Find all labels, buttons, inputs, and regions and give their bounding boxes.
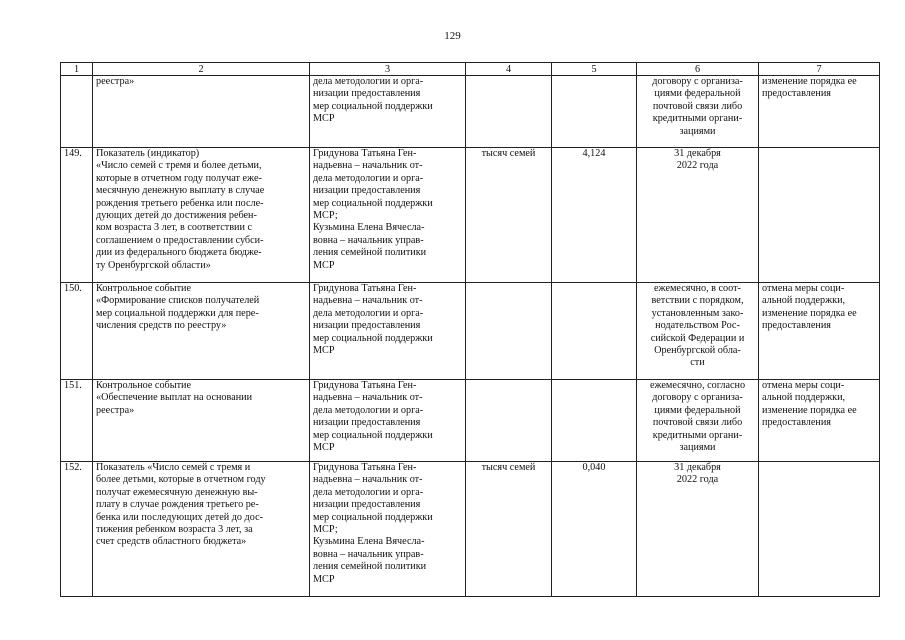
table-row: [61, 76, 880, 148]
deadline-cell: договору с организа- циями федеральной почтовой связи либо кредитными органи- зациями: [637, 76, 759, 148]
plan-table: [60, 62, 880, 597]
indicator-cell: Показатель (индикатор) «Число семей с тремя и более детьми, которые в отчетном году получат еже- месячную денежную выплату в случае рождения третьего ребенка или после- дующих детей до достижения ребен- ком возраста 3 лет, в соответствии с соглашением о предоставлении субси- дии из федерального бюджета бюдже- ту Оренбургской области»: [93, 148, 310, 283]
deadline-cell: ежемесячно, согласно договору с организа- циями федеральной почтовой связи либо кредитными органи- зациями: [637, 380, 759, 462]
column-header: 7: [759, 63, 880, 76]
value-cell: 0,040: [552, 462, 637, 597]
responsible-cell: Гридунова Татьяна Ген- надьевна – начальник от- дела методологии и орга- низации предоставления мер социальной поддержки МСР; Кузьмина Елена Вячесла- вовна – начальник управ- ления семейной политики МСР: [310, 148, 466, 283]
table-row: [61, 283, 880, 380]
row-number: 152.: [61, 462, 93, 597]
responsible-cell: Гридунова Татьяна Ген- надьевна – начальник от- дела методологии и орга- низации предоставления мер социальной поддержки МСР: [310, 380, 466, 462]
deadline-cell: ежемесячно, в соот- ветствии с порядком, установленным зако- нодательством Рос- сийской Федерации и Оренбургской обла- сти: [637, 283, 759, 380]
table-row: [61, 380, 880, 462]
column-header: 4: [466, 63, 552, 76]
value-cell: [552, 283, 637, 380]
column-header: 3: [310, 63, 466, 76]
value-cell: [552, 380, 637, 462]
unit-cell: [466, 380, 552, 462]
row-number: 151.: [61, 380, 93, 462]
column-header: 5: [552, 63, 637, 76]
table-row: [61, 462, 880, 597]
indicator-cell: Показатель «Число семей с тремя и более детьми, которые в отчетном году получат ежемесячную денежную вы- плату в случае рождения третьего ре- бенка или последующих детей до дос- тижения ребенком возраста 3 лет, за счет средств областного бюджета»: [93, 462, 310, 597]
risk-cell: отмена меры соци- альной поддержки, изменение порядка ее предоставления: [759, 380, 880, 462]
table-header-row: [61, 63, 880, 76]
unit-cell: [466, 76, 552, 148]
responsible-cell: Гридунова Татьяна Ген- надьевна – начальник от- дела методологии и орга- низации предоставления мер социальной поддержки МСР; Кузьмина Елена Вячесла- вовна – начальник управ- ления семейной политики МСР: [310, 462, 466, 597]
unit-cell: тысяч семей: [466, 462, 552, 597]
unit-cell: тысяч семей: [466, 148, 552, 283]
risk-cell: изменение порядка ее предоставления: [759, 76, 880, 148]
responsible-cell: Гридунова Татьяна Ген- надьевна – начальник от- дела методологии и орга- низации предоставления мер социальной поддержки МСР: [310, 283, 466, 380]
column-header: 2: [93, 63, 310, 76]
risk-cell: отмена меры соци- альной поддержки, изменение порядка ее предоставления: [759, 283, 880, 380]
row-number: 149.: [61, 148, 93, 283]
risk-cell: [759, 148, 880, 283]
indicator-cell: Контрольное событие «Формирование списков получателей мер социальной поддержки для пере- числения средств по реестру»: [93, 283, 310, 380]
page-number: 129: [444, 30, 461, 42]
value-cell: [552, 76, 637, 148]
value-cell: 4,124: [552, 148, 637, 283]
unit-cell: [466, 283, 552, 380]
deadline-cell: 31 декабря 2022 года: [637, 148, 759, 283]
table-row: [61, 148, 880, 283]
risk-cell: [759, 462, 880, 597]
indicator-cell: Контрольное событие «Обеспечение выплат на основании реестра»: [93, 380, 310, 462]
column-header: 6: [637, 63, 759, 76]
row-number: 150.: [61, 283, 93, 380]
deadline-cell: 31 декабря 2022 года: [637, 462, 759, 597]
row-number: [61, 76, 93, 148]
responsible-cell: дела методологии и орга- низации предоставления мер социальной поддержки МСР: [310, 76, 466, 148]
column-header: 1: [61, 63, 93, 76]
indicator-cell: реестра»: [93, 76, 310, 148]
